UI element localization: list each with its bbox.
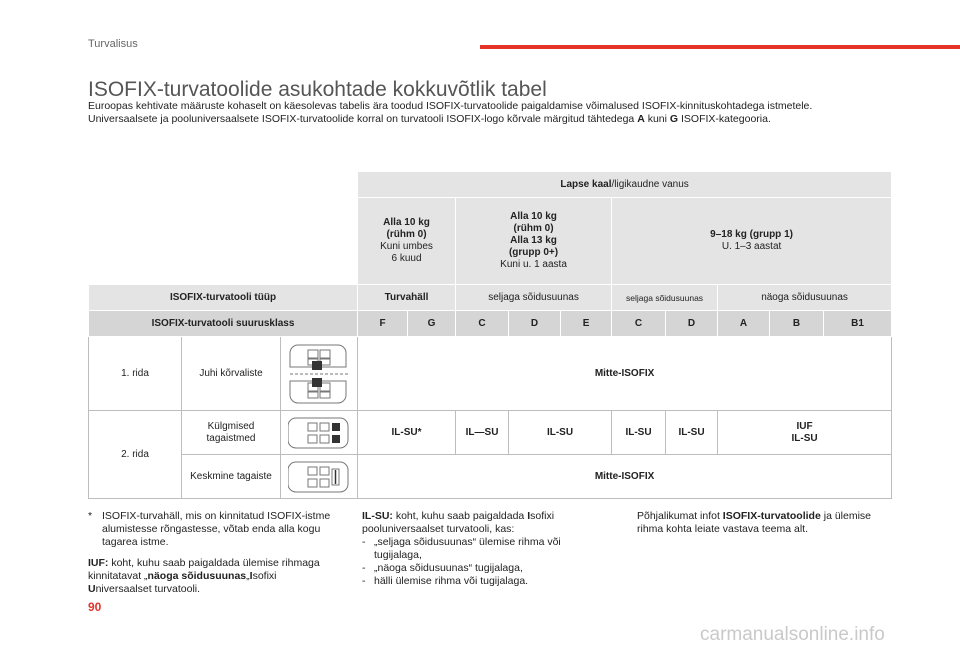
seat-type-rear-facing-2: seljaga sõidusuunas: [612, 285, 718, 311]
size-class-b: B: [770, 311, 824, 337]
seat-type-carrycot: Turvahäll: [358, 285, 456, 311]
notes-column-1: [88, 510, 343, 596]
watermark: carmanualsonline.info: [700, 624, 885, 645]
seat-rear-center: Keskmine tagaiste: [182, 455, 281, 499]
footnote: * ISOFIX-turvahäll, mis on kinnitatud ISOFIX-istme alumistesse rõngastesse, võtab enda alla kogu tagarea istme.: [88, 510, 331, 548]
notes-column-3: [637, 510, 897, 536]
page-number: 90: [88, 600, 102, 614]
ilsu-item: - hälli ülemise rihma või tugijalaga.: [362, 575, 529, 587]
ilsu-item: - „näoga sõidusuunas“ tugijalaga,: [362, 562, 523, 574]
size-class-label: ISOFIX-turvatooli suurusklass: [89, 311, 358, 337]
section-accent-bar: [480, 45, 960, 49]
ilsu-item: - „seljaga sõidusuunas“ ülemise rihma või tugijalaga,: [362, 536, 561, 561]
car-front-seat-icon: [281, 337, 358, 411]
row2-value-group0-cd: IL-SU: [509, 411, 612, 455]
seat-type-rear-facing: seljaga sõidusuunas: [456, 285, 612, 311]
notes-column-2: [362, 510, 602, 588]
child-weight-header: Lapse kaal/ligikaudne vanus: [358, 172, 892, 198]
row2-value-forward: IUF IL-SU: [718, 411, 892, 455]
size-class-d2: D: [666, 311, 718, 337]
size-class-f: F: [358, 311, 408, 337]
group-1-header: 9–18 kg (grupp 1) U. 1–3 aastat: [612, 198, 892, 285]
car-rear-center-icon: [281, 455, 358, 499]
size-class-b1: B1: [824, 311, 892, 337]
row2-value-rear-c: IL-SU: [612, 411, 666, 455]
intro-paragraph-2: Universaalsete ja pooluniversaalsete ISOFIX-turvatoolide korral on turvatooli ISOFIX-logo kõrvale märgitud tähtedega A kuni G ISOFIX-kategooria.: [88, 113, 771, 125]
size-class-a: A: [718, 311, 770, 337]
seat-rear-outer: Külgmised tagaistmed: [182, 411, 281, 455]
isofix-table: [88, 171, 892, 499]
car-rear-outer-icon: [281, 411, 358, 455]
intro-paragraph-1: Euroopas kehtivate määruste kohaselt on käesolevas tabelis ära toodud ISOFIX-turvatoolide paigaldamise võimalused ISOFIX-kinnituskohtadega istmetele.: [88, 100, 813, 112]
seat-type-label: ISOFIX-turvatooli tüüp: [89, 285, 358, 311]
page-title: ISOFIX-turvatoolide asukohtade kokkuvõtlik tabel: [88, 78, 547, 102]
more-info: Põhjalikumat infot ISOFIX-turvatoolide ja ülemise rihma kohta leiate vastava teema alt.: [637, 510, 872, 535]
size-class-g: G: [408, 311, 456, 337]
group-0plus-header: Alla 10 kg (rühm 0) Alla 13 kg (grupp 0+) Kuni u. 1 aasta: [456, 198, 612, 285]
intro-text: [88, 100, 878, 126]
row2-value-group0: IL—SU: [456, 411, 509, 455]
iuf-definition: IUF: koht, kuhu saab paigaldada ülemise rihmaga kinnitatavat „näoga sõidusuunas„Isofixi Universaalset turvatooli.: [88, 557, 320, 595]
size-class-d: D: [509, 311, 561, 337]
section-label: Turvalisus: [88, 38, 138, 50]
size-class-c2: C: [612, 311, 666, 337]
row2-center-value: Mitte-ISOFIX: [358, 455, 892, 499]
row2-value-carrycot: IL-SU*: [358, 411, 456, 455]
size-class-e: E: [561, 311, 612, 337]
size-class-c: C: [456, 311, 509, 337]
seat-type-forward-facing: näoga sõidusuunas: [718, 285, 892, 311]
row2-value-rear-d: IL-SU: [666, 411, 718, 455]
row-label-2: 2. rida: [89, 411, 182, 499]
seat-front-passenger: Juhi kõrvaliste: [182, 337, 281, 411]
group-0-header: Alla 10 kg (rühm 0) Kuni umbes 6 kuud: [358, 198, 456, 285]
row1-value: Mitte-ISOFIX: [358, 337, 892, 411]
ilsu-definition: IL-SU: koht, kuhu saab paigaldada Isofixi pooluniversaalset turvatooli, kas:: [362, 510, 555, 535]
row-label-1: 1. rida: [89, 337, 182, 411]
